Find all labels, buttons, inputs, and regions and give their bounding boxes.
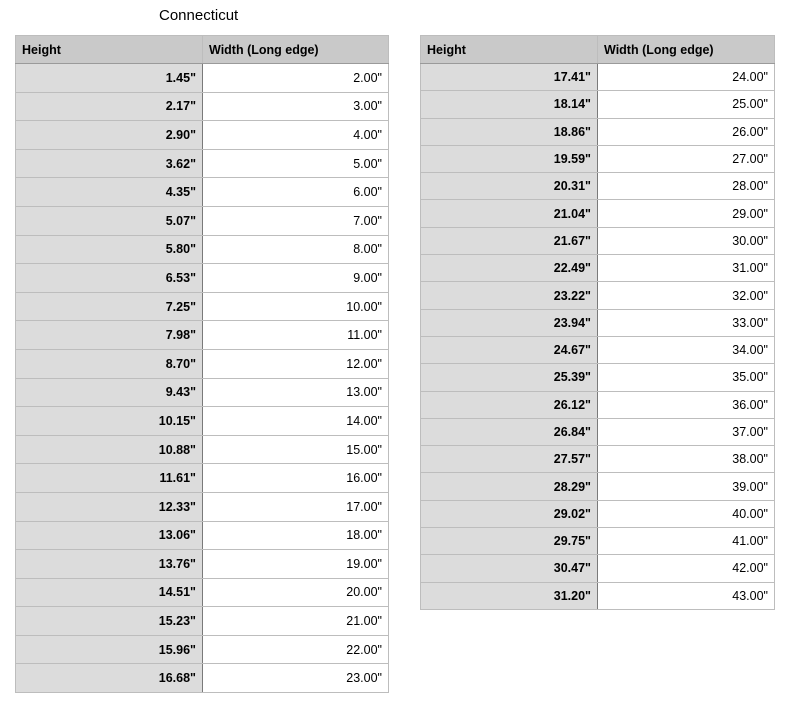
- table-row: [421, 500, 775, 527]
- width-cell: 12.00": [203, 349, 389, 378]
- width-cell: 41.00": [598, 528, 775, 555]
- table-row: [16, 378, 389, 407]
- table-row: [16, 492, 389, 521]
- width-cell: 25.00": [598, 91, 775, 118]
- page-title: Connecticut: [159, 7, 239, 24]
- height-cell: 28.29": [421, 473, 598, 500]
- height-cell: 29.02": [421, 500, 598, 527]
- table-row: [16, 550, 389, 579]
- width-cell: 30.00": [598, 227, 775, 254]
- width-cell: 20.00": [203, 578, 389, 607]
- height-cell: 13.06": [16, 521, 203, 550]
- width-cell: 19.00": [203, 550, 389, 579]
- height-cell: 4.35": [16, 178, 203, 207]
- table-row: [16, 578, 389, 607]
- width-cell: 10.00": [203, 292, 389, 321]
- width-cell: 18.00": [203, 521, 389, 550]
- table-row: [421, 473, 775, 500]
- width-cell: 37.00": [598, 418, 775, 445]
- height-cell: 3.62": [16, 149, 203, 178]
- height-cell: 20.31": [421, 173, 598, 200]
- height-cell: 25.39": [421, 364, 598, 391]
- width-cell: 17.00": [203, 492, 389, 521]
- height-cell: 11.61": [16, 464, 203, 493]
- table-row: [421, 91, 775, 118]
- height-cell: 21.67": [421, 227, 598, 254]
- height-cell: 2.90": [16, 121, 203, 150]
- height-cell: 7.25": [16, 292, 203, 321]
- height-cell: 7.98": [16, 321, 203, 350]
- table-row: [421, 173, 775, 200]
- width-cell: 32.00": [598, 282, 775, 309]
- height-cell: 23.22": [421, 282, 598, 309]
- height-cell: 24.67": [421, 336, 598, 363]
- column-header-width: Width (Long edge): [203, 36, 389, 64]
- width-cell: 31.00": [598, 255, 775, 282]
- height-cell: 1.45": [16, 64, 203, 93]
- height-cell: 27.57": [421, 446, 598, 473]
- height-cell: 15.23": [16, 607, 203, 636]
- table-row: [16, 149, 389, 178]
- width-cell: 34.00": [598, 336, 775, 363]
- table-row: [421, 227, 775, 254]
- column-header-height: Height: [16, 36, 203, 64]
- height-cell: 13.76": [16, 550, 203, 579]
- width-cell: 22.00": [203, 635, 389, 664]
- height-cell: 9.43": [16, 378, 203, 407]
- width-cell: 13.00": [203, 378, 389, 407]
- height-cell: 15.96": [16, 635, 203, 664]
- height-cell: 6.53": [16, 264, 203, 293]
- height-cell: 10.88": [16, 435, 203, 464]
- table-row: [421, 446, 775, 473]
- width-cell: 16.00": [203, 464, 389, 493]
- column-header-height: Height: [421, 36, 598, 64]
- size-table-right: [420, 35, 775, 610]
- height-cell: 2.17": [16, 92, 203, 121]
- table-row: [16, 635, 389, 664]
- table-row: [421, 336, 775, 363]
- width-cell: 8.00": [203, 235, 389, 264]
- height-cell: 18.14": [421, 91, 598, 118]
- table-row: [421, 418, 775, 445]
- table-row: [421, 582, 775, 609]
- table-row: [16, 407, 389, 436]
- header-row: [16, 36, 389, 64]
- height-cell: 26.12": [421, 391, 598, 418]
- table-row: [16, 264, 389, 293]
- height-cell: 18.86": [421, 118, 598, 145]
- width-cell: 27.00": [598, 145, 775, 172]
- width-cell: 7.00": [203, 206, 389, 235]
- table-row: [16, 206, 389, 235]
- table-row: [16, 178, 389, 207]
- table-row: [421, 64, 775, 91]
- width-cell: 33.00": [598, 309, 775, 336]
- width-cell: 2.00": [203, 64, 389, 93]
- height-cell: 30.47": [421, 555, 598, 582]
- table-row: [421, 200, 775, 227]
- width-cell: 6.00": [203, 178, 389, 207]
- table-row: [421, 309, 775, 336]
- table-row: [421, 528, 775, 555]
- height-cell: 8.70": [16, 349, 203, 378]
- table-row: [16, 664, 389, 693]
- width-cell: 40.00": [598, 500, 775, 527]
- width-cell: 5.00": [203, 149, 389, 178]
- table-row: [421, 282, 775, 309]
- height-cell: 17.41": [421, 64, 598, 91]
- height-cell: 21.04": [421, 200, 598, 227]
- height-cell: 16.68": [16, 664, 203, 693]
- table-row: [16, 64, 389, 93]
- width-cell: 38.00": [598, 446, 775, 473]
- width-cell: 42.00": [598, 555, 775, 582]
- table-row: [16, 349, 389, 378]
- width-cell: 21.00": [203, 607, 389, 636]
- height-cell: 14.51": [16, 578, 203, 607]
- width-cell: 36.00": [598, 391, 775, 418]
- width-cell: 29.00": [598, 200, 775, 227]
- width-cell: 39.00": [598, 473, 775, 500]
- header-row: [421, 36, 775, 64]
- width-cell: 11.00": [203, 321, 389, 350]
- table-row: [16, 435, 389, 464]
- width-cell: 4.00": [203, 121, 389, 150]
- table-row: [16, 235, 389, 264]
- height-cell: 26.84": [421, 418, 598, 445]
- height-cell: 31.20": [421, 582, 598, 609]
- table-row: [421, 145, 775, 172]
- height-cell: 23.94": [421, 309, 598, 336]
- table-row: [421, 391, 775, 418]
- table-row: [16, 607, 389, 636]
- table-row: [421, 555, 775, 582]
- height-cell: 5.80": [16, 235, 203, 264]
- height-cell: 22.49": [421, 255, 598, 282]
- width-cell: 24.00": [598, 64, 775, 91]
- width-cell: 43.00": [598, 582, 775, 609]
- height-cell: 10.15": [16, 407, 203, 436]
- table-row: [16, 121, 389, 150]
- width-cell: 14.00": [203, 407, 389, 436]
- table-row: [421, 255, 775, 282]
- table-row: [16, 464, 389, 493]
- width-cell: 26.00": [598, 118, 775, 145]
- height-cell: 5.07": [16, 206, 203, 235]
- width-cell: 28.00": [598, 173, 775, 200]
- width-cell: 35.00": [598, 364, 775, 391]
- column-header-width: Width (Long edge): [598, 36, 775, 64]
- width-cell: 23.00": [203, 664, 389, 693]
- width-cell: 9.00": [203, 264, 389, 293]
- table-row: [421, 118, 775, 145]
- width-cell: 3.00": [203, 92, 389, 121]
- width-cell: 15.00": [203, 435, 389, 464]
- table-row: [16, 321, 389, 350]
- table-row: [421, 364, 775, 391]
- size-table-left: [15, 35, 389, 693]
- height-cell: 12.33": [16, 492, 203, 521]
- table-row: [16, 292, 389, 321]
- height-cell: 29.75": [421, 528, 598, 555]
- table-row: [16, 92, 389, 121]
- table-row: [16, 521, 389, 550]
- height-cell: 19.59": [421, 145, 598, 172]
